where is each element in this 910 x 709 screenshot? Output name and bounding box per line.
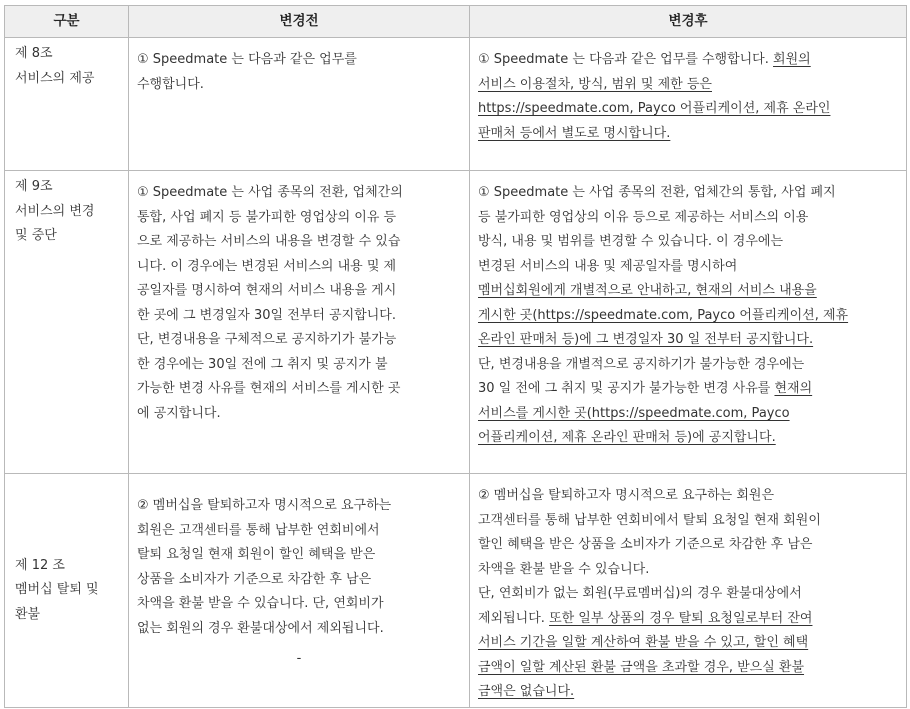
after-cell	[470, 474, 907, 708]
after-text-changed: 멤버십회원에게 개별적으로 안내하고, 현재의 서비스 내용을	[478, 283, 817, 298]
after-text: 변경된 서비스의 내용 및 제공일자를 명시하여	[478, 258, 738, 274]
after-line	[478, 122, 898, 147]
category-line: 및 중단	[15, 228, 57, 243]
after-line	[478, 607, 898, 632]
after-line	[478, 206, 898, 231]
before-line: ① Speedmate 는 다음과 같은 업무를	[137, 52, 357, 67]
after-text-changed: 현재의	[774, 381, 813, 396]
after-text: 등 불가피한 영업상의 이유 등으로 제공하는 서비스의 이용	[478, 209, 809, 225]
after-text: ① Speedmate 는 사업 종목의 전환, 업체간의 통합, 사업 폐지	[478, 185, 836, 200]
category-line: 서비스의 제공	[15, 70, 95, 86]
header-before: 변경전	[129, 6, 470, 38]
category-cell	[5, 171, 129, 474]
after-line	[478, 402, 898, 427]
header-category: 구분	[5, 6, 129, 38]
before-cell	[129, 171, 470, 474]
category-line: 제 12 조	[15, 557, 65, 573]
after-cell	[470, 171, 907, 474]
before-cell	[129, 38, 470, 171]
after-line	[478, 533, 898, 558]
category-line: 멤버십 탈퇴 및	[15, 582, 99, 598]
before-line: 으로 제공하는 서비스의 내용을 변경할 수 있습	[137, 234, 401, 249]
after-text-changed: https://speedmate.com, Payco 어플리케이션, 제휴 온라인	[478, 101, 831, 116]
category-line: 환불	[15, 606, 41, 622]
before-cell	[129, 474, 470, 708]
after-line	[478, 680, 898, 705]
before-line: 니다. 이 경우에는 변경된 서비스의 내용 및 제	[137, 258, 397, 274]
before-line: ② 멤버십을 탈퇴하고자 명시적으로 요구하는	[137, 498, 392, 513]
after-line	[478, 304, 898, 329]
after-line	[478, 48, 898, 73]
after-text: ② 멤버십을 탈퇴하고자 명시적으로 요구하는 회원은	[478, 488, 775, 503]
category-line: 제 8조	[15, 46, 53, 61]
before-line: 가능한 변경 사유를 현재의 서비스를 게시한 곳	[137, 381, 401, 396]
after-text: 30 일 전에 그 취지 및 공지가 불가능한 변경 사유를	[478, 381, 775, 396]
before-line: 수행합니다.	[137, 76, 204, 92]
after-line	[478, 230, 898, 255]
after-text: 단, 연회비가 없는 회원(무료멤버십)의 경우 환불대상에서	[478, 586, 802, 601]
after-text: 차액을 환불 받을 수 있습니다.	[478, 561, 650, 577]
after-cell	[470, 38, 907, 171]
after-line	[478, 328, 898, 353]
before-line: 없는 회원의 경우 환불대상에서 제외됩니다.	[137, 620, 384, 636]
after-text-changed: 서비스 이용절차, 방식, 범위 및 제한 등은	[478, 76, 712, 92]
before-line: 에 공지합니다.	[137, 405, 221, 421]
after-line	[478, 631, 898, 656]
after-text-changed: 서비스를 게시한 곳(https://speedmate.com, Payco	[478, 405, 790, 421]
no-change-dash: -	[296, 651, 302, 666]
after-line	[478, 181, 898, 206]
after-text-changed: 또한 일부 상품의 경우 탈퇴 요청일로부터 잔여	[549, 610, 813, 626]
before-line: 단, 변경내용을 구체적으로 공지하기가 불가능	[137, 332, 397, 347]
after-text: ① Speedmate 는 다음과 같은 업무를 수행합니다.	[478, 52, 774, 67]
terms-comparison-table	[4, 5, 907, 708]
after-line	[478, 509, 898, 534]
after-text-changed: 온라인 판매처 등)에 그 변경일자 30 일 전부터 공지합니다.	[478, 332, 814, 347]
header-row	[5, 6, 907, 38]
before-line: 한 곳에 그 변경일자 30일 전부터 공지합니다.	[137, 307, 396, 323]
table-row-article-12	[5, 474, 907, 708]
header-after: 변경후	[470, 6, 907, 38]
category-cell	[5, 38, 129, 171]
after-line	[478, 377, 898, 402]
before-line: 상품을 소비자가 기준으로 차감한 후 남은	[137, 571, 372, 587]
table-row-article-9	[5, 171, 907, 474]
after-text-changed: 서비스 기간을 일할 계산하여 환불 받을 수 있고, 할인 혜택	[478, 635, 809, 650]
after-line	[478, 255, 898, 280]
after-line	[478, 656, 898, 681]
before-line: ① Speedmate 는 사업 종목의 전환, 업체간의	[137, 185, 403, 200]
before-line: 탈퇴 요청일 현재 회원이 할인 혜택을 받은	[137, 547, 376, 562]
after-text-changed: 판매처 등에서 별도로 명시합니다.	[478, 125, 671, 141]
after-text-changed: 어플리케이션, 제휴 온라인 판매처 등)에 공지합니다.	[478, 430, 776, 445]
after-line	[478, 558, 898, 583]
after-line	[478, 484, 898, 509]
after-text-changed: 금액이 일할 계산된 환불 금액을 초과할 경우, 받으실 환불	[478, 659, 805, 675]
after-text: 단, 변경내용을 개별적으로 공지하기가 불가능한 경우에는	[478, 356, 805, 372]
after-line	[478, 97, 898, 122]
category-line: 제 9조	[15, 179, 53, 194]
category-line: 서비스의 변경	[15, 203, 95, 219]
after-text-changed: 금액은 없습니다.	[478, 684, 575, 699]
table-row-article-8	[5, 38, 907, 171]
after-text-changed: 게시한 곳(https://speedmate.com, Payco 어플리케이션, 제휴	[478, 307, 849, 323]
before-line: 공일자를 명시하여 현재의 서비스 내용을 게시	[137, 283, 397, 298]
after-text: 고객센터를 통해 납부한 연회비에서 탈퇴 요청일 현재 회원이	[478, 512, 821, 528]
after-line	[478, 582, 898, 607]
before-line: 차액을 환불 받을 수 있습니다. 단, 연회비가	[137, 596, 384, 611]
after-text: 할인 혜택을 받은 상품을 소비자가 기준으로 차감한 후 남은	[478, 537, 813, 552]
after-line	[478, 353, 898, 378]
after-line	[478, 73, 898, 98]
after-text: 제외됩니다.	[478, 610, 550, 626]
before-line: 회원은 고객센터를 통해 납부한 연회비에서	[137, 522, 380, 538]
after-line	[478, 426, 898, 451]
before-line: 한 경우에는 30일 전에 그 취지 및 공지가 불	[137, 356, 388, 372]
after-text: 방식, 내용 및 범위를 변경할 수 있습니다. 이 경우에는	[478, 234, 784, 249]
after-text-changed: 회원의	[773, 52, 811, 67]
before-line: 통합, 사업 폐지 등 불가피한 영업상의 이유 등	[137, 209, 397, 225]
category-cell	[5, 474, 129, 708]
after-line	[478, 279, 898, 304]
